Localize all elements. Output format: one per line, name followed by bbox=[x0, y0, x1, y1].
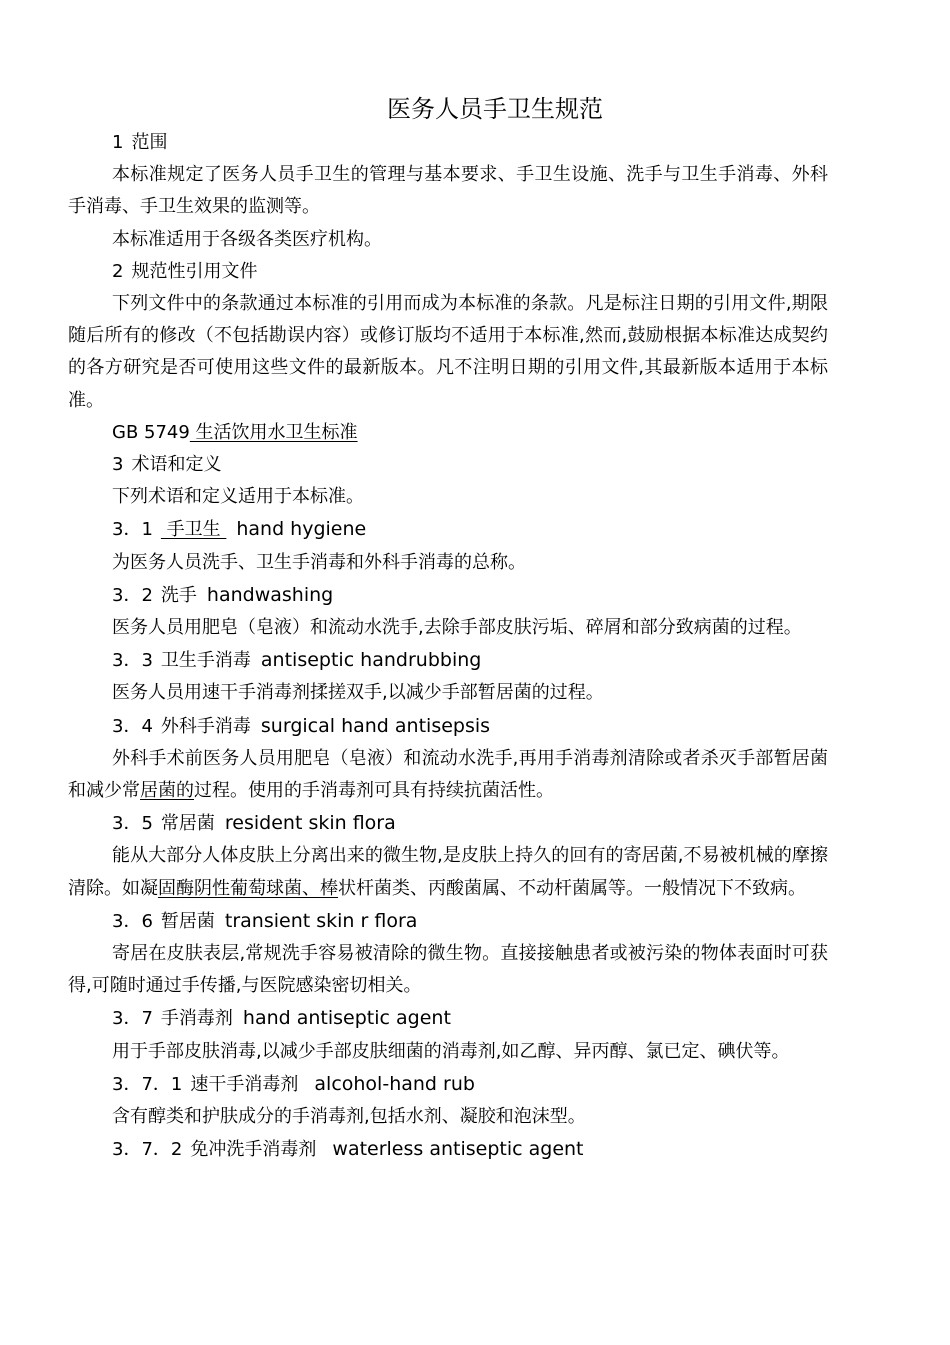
paragraph: 下列文件中的条款通过本标准的引用而成为本标准的条款。凡是标注日期的引用文件,期限随后所有的修改（不包括勘误内容）或修订版均不适用于本标准,然而,鼓励根据本标准达成契约的各方研究是否可使用这些文件的最新版本。凡不注明日期的引用文件,其最新版本适用于本标准。 bbox=[68, 293, 828, 411]
paragraph: 下列术语和定义适用于本标准。 bbox=[112, 486, 364, 508]
term-definition: 用于手部皮肤消毒,以减少手部皮肤细菌的消毒剂,如乙醇、异丙醇、氯已定、碘伏等。 bbox=[112, 1040, 790, 1062]
section-heading-1: 1 范围 bbox=[112, 132, 168, 153]
term-heading-3-2: 3．2 洗手 handwashing bbox=[112, 583, 334, 606]
term-heading-3-7-1: 3．7．1 速干手消毒剂 alcohol-hand rub bbox=[112, 1072, 475, 1095]
document-body bbox=[68, 127, 828, 1167]
term-definition: 寄居在皮肤表层,常规洗手容易被清除的微生物。直接接触患者或被污染的物体表面时可获得,可随时通过手传播,与医院感染密切相关。 bbox=[68, 943, 828, 997]
page-title: 医务人员手卫生规范 bbox=[387, 95, 603, 123]
section-heading-2: 2 规范性引用文件 bbox=[112, 260, 258, 282]
term-heading-3-3: 3．3 卫生手消毒 antiseptic handrubbing bbox=[112, 649, 482, 672]
term-heading-3-7: 3．7 手消毒剂 hand antiseptic agent bbox=[112, 1007, 451, 1030]
paragraph: 本标准适用于各级各类医疗机构。 bbox=[112, 228, 382, 250]
term-definition: 外科手术前医务人员用肥皂（皂液）和流动水洗手,再用手消毒剂清除或者杀灭手部暂居菌和减少常居菌的过程。使用的手消毒剂可具有持续抗菌活性。 bbox=[68, 747, 828, 802]
paragraph: 本标准规定了医务人员手卫生的管理与基本要求、手卫生设施、洗手与卫生手消毒、外科手消毒、手卫生效果的监测等。 bbox=[68, 164, 828, 218]
term-heading-3-7-2: 3．7．2 免冲洗手消毒剂 waterless antiseptic agent bbox=[112, 1138, 584, 1161]
term-definition: 含有醇类和护肤成分的手消毒剂,包括水剂、凝胶和泡沫型。 bbox=[112, 1106, 586, 1128]
term-definition: 医务人员用肥皂（皂液）和流动水洗手,去除手部皮肤污垢、碎屑和部分致病菌的过程。 bbox=[112, 617, 802, 639]
term-heading-3-6: 3．6 暂居菌 transient skin r flora bbox=[112, 909, 418, 932]
reference-item bbox=[68, 417, 828, 449]
term-heading-3-1: 3．1 手卫生 hand hygiene bbox=[112, 518, 367, 541]
term-heading-3-5: 3．5 常居菌 resident skin flora bbox=[112, 812, 396, 835]
reference-name: 生活饮用水卫生标准 bbox=[189, 421, 358, 443]
term-definition: 为医务人员洗手、卫生手消毒和外科手消毒的总称。 bbox=[112, 551, 526, 573]
term-definition: 能从大部分人体皮肤上分离出来的微生物,是皮肤上持久的回有的寄居菌,不易被机械的摩擦清除。如凝固酶阴性葡萄球菌、棒状杆菌类、丙酸菌属、不动杆菌属等。一般情况下不致病。 bbox=[68, 845, 828, 899]
section-heading-3: 3 术语和定义 bbox=[112, 454, 222, 476]
reference-code: GB 5749 bbox=[112, 421, 190, 443]
term-definition: 医务人员用速干手消毒剂揉搓双手,以减少手部暂居菌的过程。 bbox=[112, 682, 604, 704]
term-heading-3-4: 3．4 外科手消毒 surgical hand antisepsis bbox=[112, 714, 491, 737]
